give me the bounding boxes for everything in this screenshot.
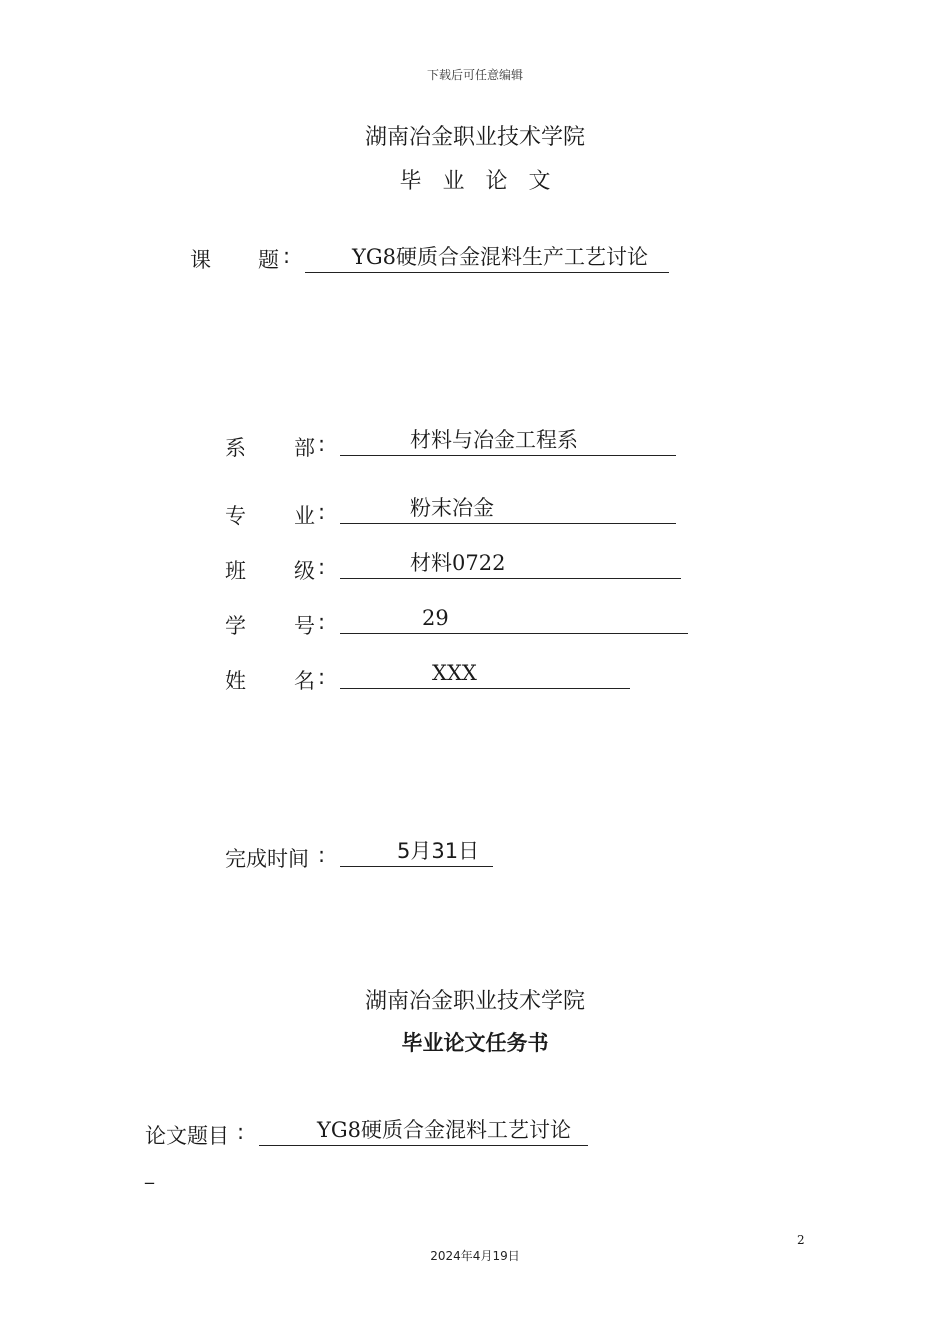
topic-colon: : <box>283 244 291 268</box>
completion-field <box>340 837 493 867</box>
name-value: XXX <box>432 660 477 685</box>
cover-doc-type <box>0 164 950 195</box>
major-value: 粉末冶金 <box>410 495 494 520</box>
field-label-1: 班 <box>225 559 246 583</box>
topic-label-2: 题 <box>258 248 279 272</box>
doc-type-char: 毕 <box>399 169 436 194</box>
department-value: 材料与冶金工程系 <box>410 427 578 452</box>
page-number: 2 <box>797 1233 805 1247</box>
task-school-name: 湖南冶金职业技术学院 <box>364 989 585 1014</box>
thesis-title-colon: : <box>237 1120 245 1144</box>
field-label-2: 名 <box>294 669 315 693</box>
thesis-title-value: YG8硬质合金混料工艺讨论 <box>317 1117 571 1142</box>
topic-field <box>305 244 669 273</box>
field-label-1: 学 <box>225 614 246 638</box>
trailing-underscore: _ <box>145 1164 154 1185</box>
thesis-title-field <box>259 1116 588 1146</box>
field-label-1: 系 <box>225 436 246 460</box>
topic-label-1: 课 <box>190 248 211 272</box>
student-id-value: 29 <box>422 605 449 630</box>
field-label-1: 姓 <box>225 669 246 693</box>
student-id-field <box>340 604 688 634</box>
field-label-2: 业 <box>294 504 315 528</box>
doc-type-char: 文 <box>528 169 565 194</box>
field-colon: : <box>318 555 326 579</box>
major-field <box>340 494 676 524</box>
thesis-title-label: 论文题目 <box>145 1124 229 1148</box>
field-label-2: 部 <box>294 436 315 460</box>
completion-label: 完成时间 <box>225 847 309 871</box>
class-field <box>340 549 681 579</box>
completion-value: 5月31日 <box>397 838 480 863</box>
header-note: 下载后可任意编辑 <box>426 68 523 82</box>
field-label-2: 级 <box>294 559 315 583</box>
name-field <box>340 659 630 689</box>
field-colon: : <box>318 432 326 456</box>
task-title: 毕业论文任务书 <box>401 1031 549 1055</box>
doc-type-char: 业 <box>442 169 479 194</box>
footer-date: 2024年4月19日 <box>430 1249 520 1263</box>
field-colon: : <box>318 500 326 524</box>
topic-value: YG8硬质合金混料生产工艺讨论 <box>352 244 648 269</box>
field-colon: : <box>318 610 326 634</box>
completion-colon: : <box>318 843 326 867</box>
department-field <box>340 424 676 456</box>
field-label-2: 号 <box>294 614 315 638</box>
doc-type-char: 论 <box>485 169 522 194</box>
field-colon: : <box>318 665 326 689</box>
cover-school-name: 湖南冶金职业技术学院 <box>364 125 585 150</box>
class-value: 材料0722 <box>410 550 506 575</box>
field-label-1: 专 <box>225 504 246 528</box>
